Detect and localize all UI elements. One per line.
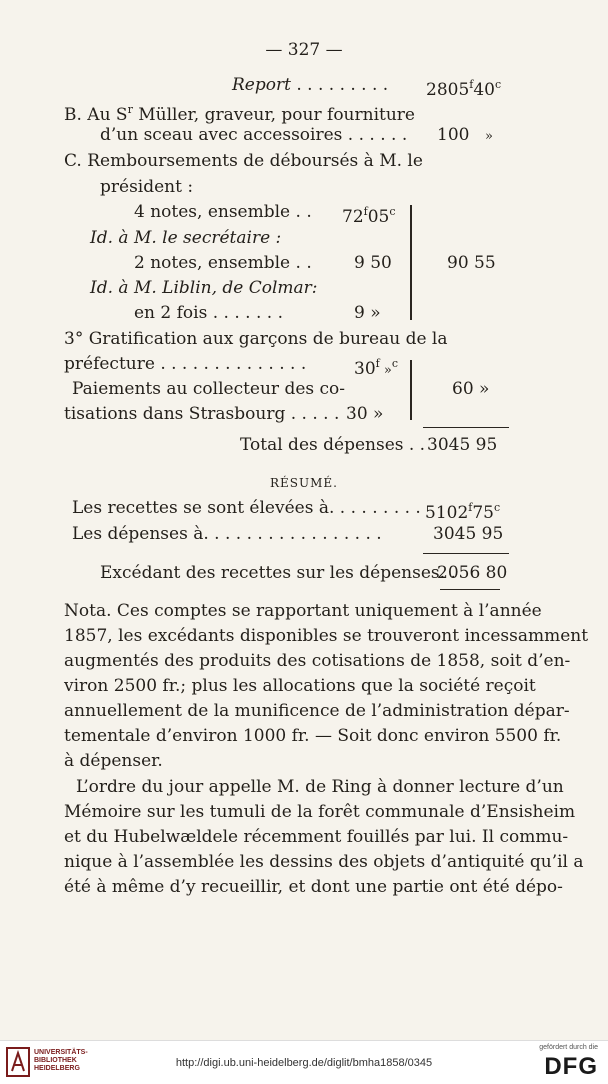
item-3-paiement2: tisations dans Strasbourg . . . . .	[64, 404, 340, 424]
item-b-sup: r	[127, 103, 133, 116]
item-c-secretaire	[90, 228, 281, 248]
uni-line-2: BIBLIOTHEK	[34, 1057, 77, 1064]
item3-csup: c	[391, 357, 398, 370]
dfg-logo: DFG	[544, 1053, 598, 1080]
item-c-notes2: 2 notes, ensemble . .	[134, 253, 312, 273]
item-b-line1	[64, 100, 415, 125]
item-b-line2: d’un sceau avec accessoires . . . . . .	[100, 125, 408, 145]
item-3-paiement1: Paiements au collecteur des co-	[72, 379, 346, 399]
recettes-amt: 5102	[425, 503, 469, 523]
notes1-c: c	[389, 205, 396, 218]
secretaire-text: Id. à M. le secrétaire :	[90, 228, 282, 248]
brace-3	[410, 360, 412, 420]
item-b-rest: Müller, graveur, pour fourniture	[132, 105, 415, 125]
report-amount-c: c	[494, 78, 502, 91]
ordre-line-1: L’ordre du jour appelle M. de Ring à donner lecture d’un	[76, 777, 564, 797]
report-amount-main: 2805	[426, 80, 470, 100]
source-url-link[interactable]: http://digi.ub.uni-heidelberg.de/diglit/bmha1858/0345	[175, 1057, 433, 1069]
item3-f: f	[375, 357, 380, 370]
item3-guil: »	[383, 363, 392, 378]
total-rule	[423, 427, 509, 428]
nota-line-3: augmentés des produits des cotisations de 1858, soit d’en-	[64, 651, 571, 671]
nota-line-5: annuellement de la munificence de l’administration dépar-	[64, 701, 570, 721]
depenses-label: Les dépenses à. . . . . . . . . . . . . . . . .	[72, 524, 382, 544]
nota-line-2: 1857, les excédants disponibles se trouveront incessamment	[64, 626, 589, 646]
recettes-c: c	[493, 501, 501, 514]
item-c-notes1-amount	[342, 202, 396, 227]
recettes-cents: 75	[472, 503, 494, 523]
report-label-text: Report	[232, 75, 291, 95]
item-3-line1: 3° Gratification aux garçons de bureau de la	[64, 329, 448, 349]
report-dots: . . . . . . . . .	[290, 75, 389, 95]
total-amount: 3045 95	[427, 435, 498, 455]
recettes-amount	[425, 498, 500, 523]
item-3-line2-amount	[354, 354, 398, 381]
report-amount	[426, 75, 501, 100]
item-c-liblin	[90, 278, 318, 298]
item-3-group-total: 60 »	[452, 379, 490, 399]
item-b-suffix: »	[485, 129, 493, 144]
page-number: — 327 —	[265, 40, 343, 60]
item-c-notes1: 4 notes, ensemble . .	[134, 202, 312, 222]
excedant-amount: 2056 80	[437, 563, 508, 583]
excedant-rule	[423, 553, 509, 554]
recettes-label: Les recettes se sont élevées à. . . . . . . . .	[72, 498, 421, 518]
recettes-f: f	[468, 501, 473, 514]
excedant-label: Excédant des recettes sur les dépenses. .	[100, 563, 456, 583]
ordre-line-2: Mémoire sur les tumuli de la forêt communale d’Ensisheim	[64, 802, 576, 822]
viewer-footer	[0, 1040, 608, 1084]
liblin-text: Id. à M. Liblin, de Colmar:	[90, 278, 318, 298]
item-c-fois-amount: 9 »	[354, 303, 381, 323]
item-3-line2: préfecture . . . . . . . . . . . . . .	[64, 354, 307, 374]
excedant-underline	[440, 589, 500, 590]
item3-amt: 30	[354, 359, 376, 379]
item-b-prefix: B. Au S	[64, 105, 128, 125]
notes1-f: f	[363, 205, 368, 218]
brace-c	[410, 205, 412, 320]
ordre-line-5: été à même d’y recueillir, et dont une partie ont été dépo-	[64, 877, 563, 897]
report-label	[232, 75, 388, 95]
uni-line-1: UNIVERSITÄTS-	[34, 1049, 88, 1056]
item-c-notes2-amount: 9 50	[354, 253, 392, 273]
item-c-line1: C. Remboursements de déboursés à M. le	[64, 151, 423, 171]
nota-line-4: viron 2500 fr.; plus les allocations que la société reçoit	[64, 676, 536, 696]
nota-line-6: tementale d’environ 1000 fr. — Soit donc environ 5500 fr.	[64, 726, 562, 746]
report-amount-cents: 40	[473, 80, 495, 100]
nota-line-7: à dépenser.	[64, 751, 163, 771]
report-amount-f: f	[469, 78, 474, 91]
item-c-group-total: 90 55	[447, 253, 496, 273]
notes1-cents: 05	[367, 207, 390, 227]
notes1-amt: 72	[342, 207, 364, 227]
total-label: Total des dépenses . .	[240, 435, 426, 455]
resume-heading: RÉSUMÉ.	[270, 476, 338, 490]
ordre-line-3: et du Hubelwældele récemment fouillés par lui. Il commu-	[64, 827, 569, 847]
item-3-paiement-amount: 30 »	[346, 404, 384, 424]
depenses-amount: 3045 95	[433, 524, 504, 544]
funded-by-label: gefördert durch die	[539, 1044, 598, 1051]
item-c-line2: président :	[100, 177, 194, 197]
nota-line-1: Nota. Ces comptes se rapportant uniquement à l’année	[64, 601, 542, 621]
item-c-fois: en 2 fois . . . . . . .	[134, 303, 283, 323]
ordre-line-4: nique à l’assemblée les dessins des objets d’antiquité qu’il a	[64, 852, 584, 872]
item-b-amount: 100	[437, 125, 470, 145]
uni-line-3: HEIDELBERG	[34, 1065, 80, 1072]
